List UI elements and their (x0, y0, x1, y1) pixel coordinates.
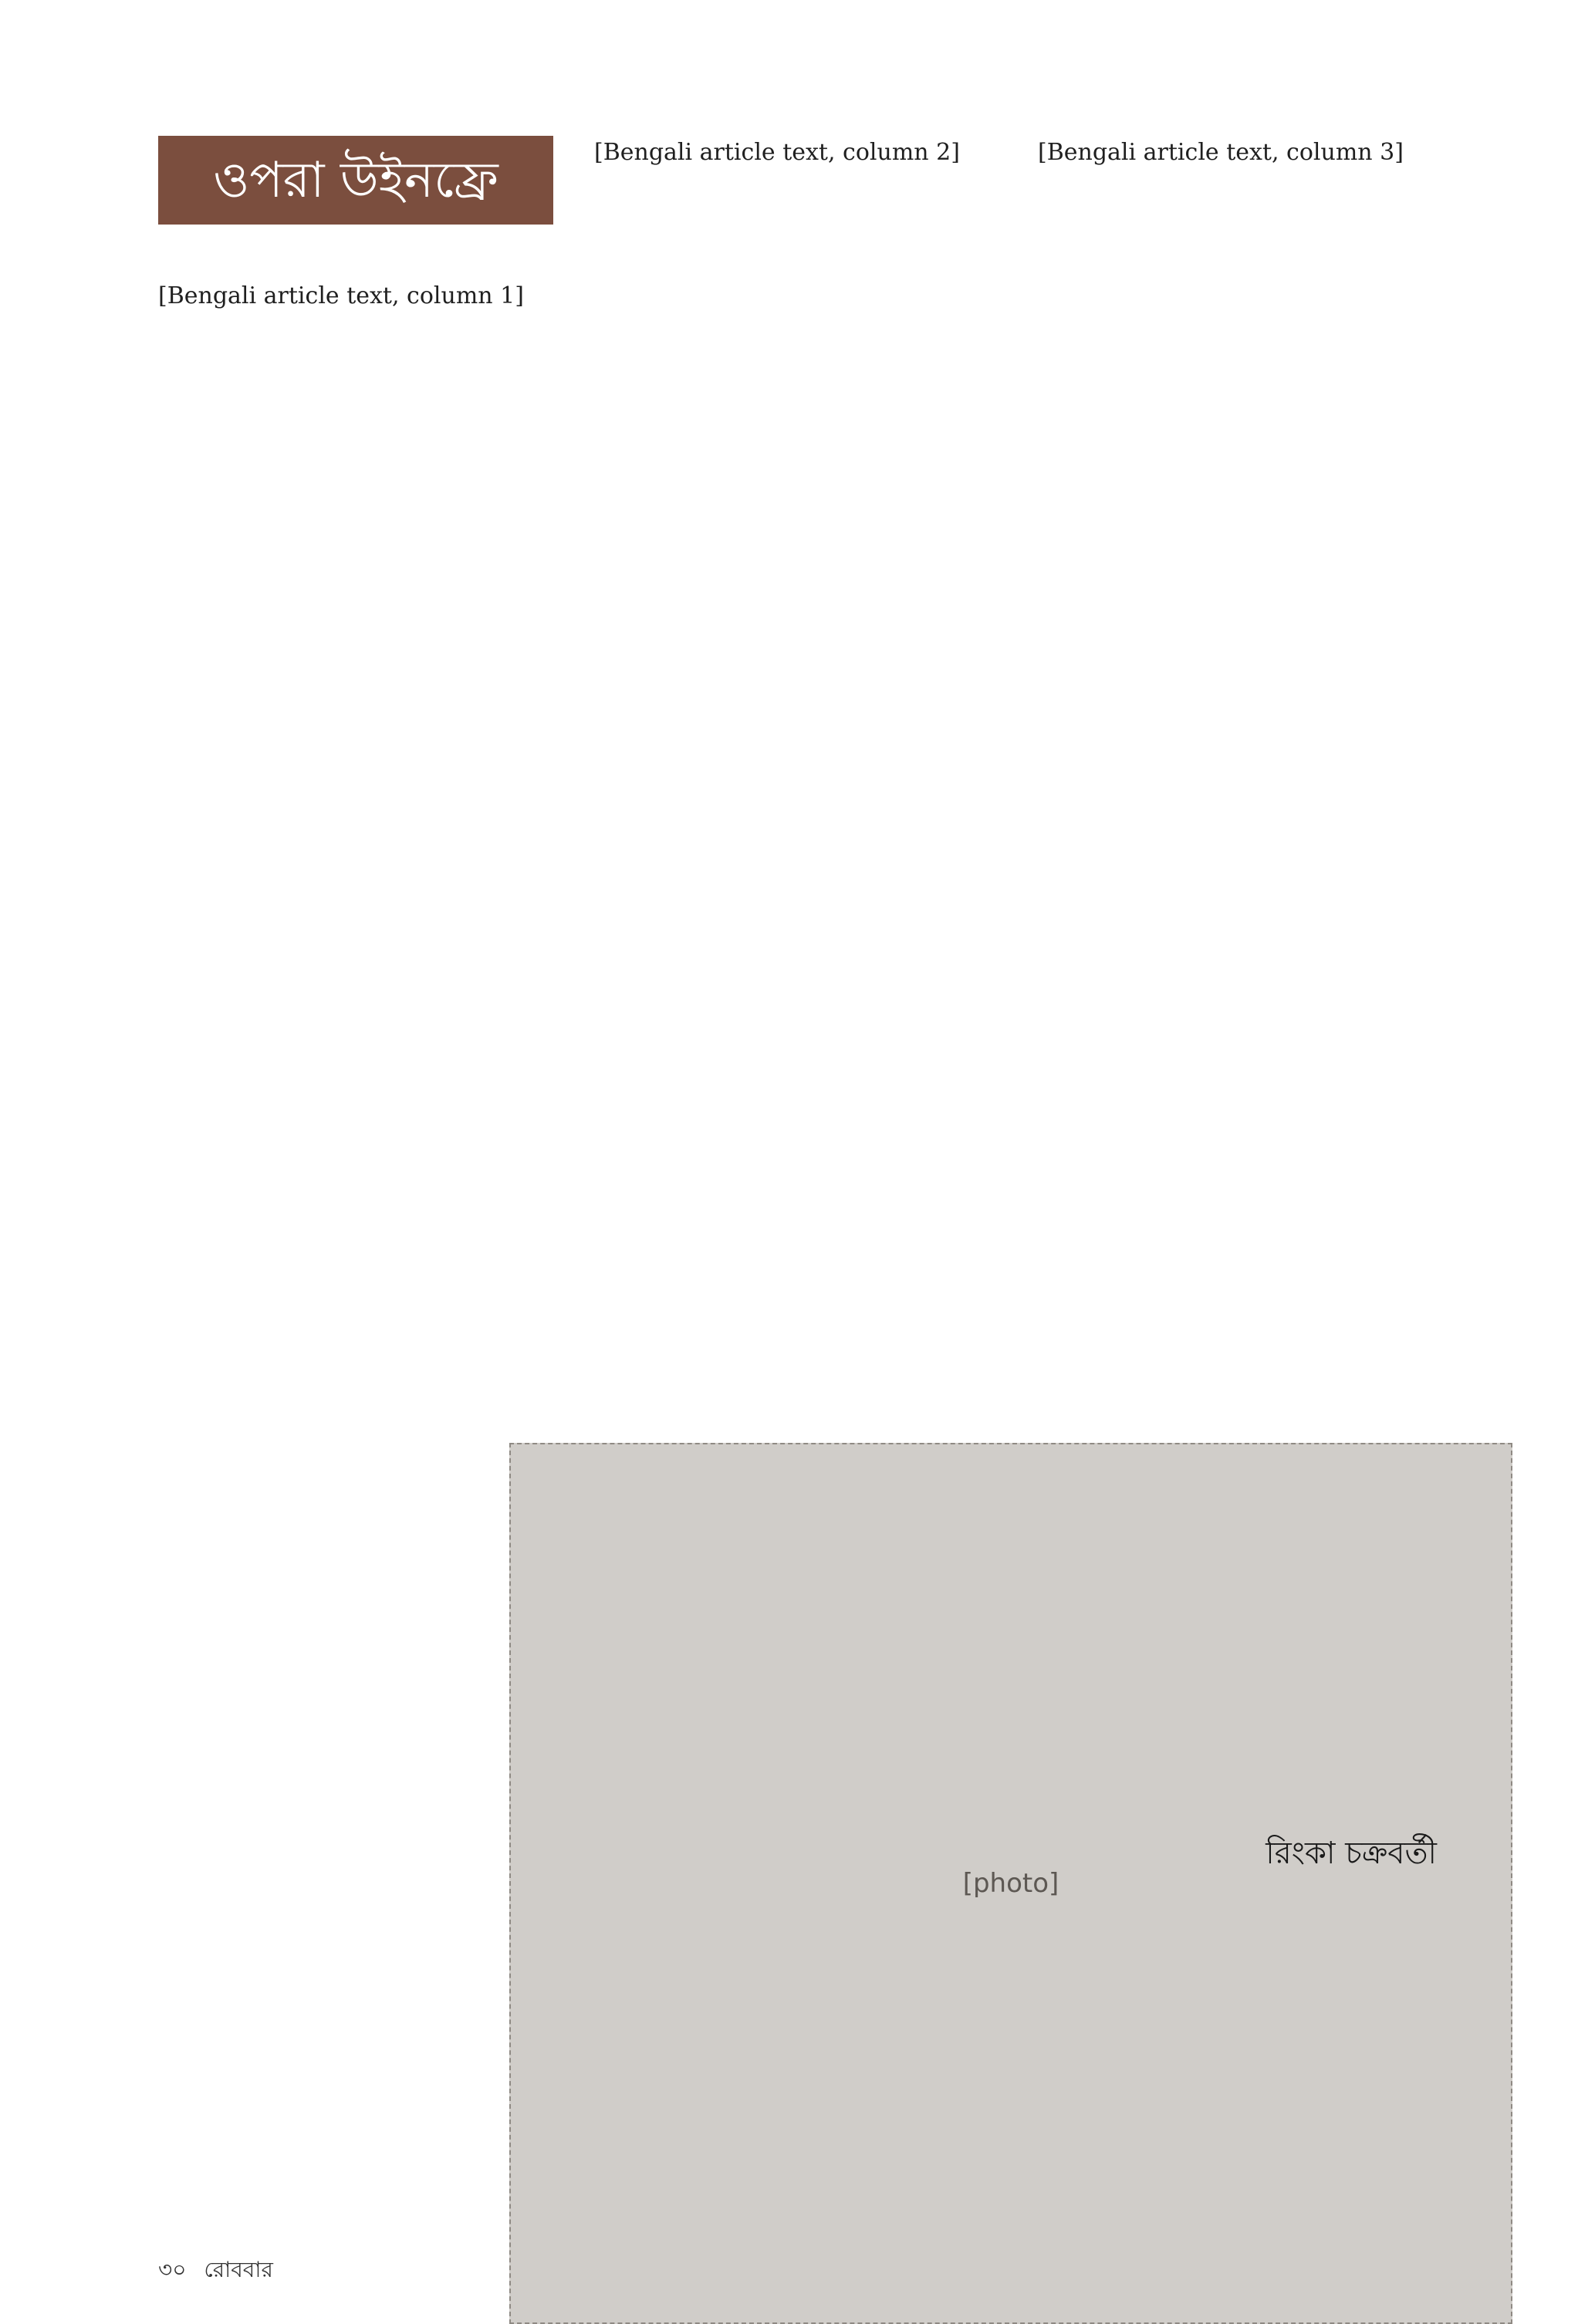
article-title: ওপরা উইনফ্রে (213, 151, 498, 209)
page-number: ৩০ (158, 2257, 187, 2282)
featured-photo (509, 1443, 1512, 2324)
article-paragraph: [Bengali article text, column 1] (158, 282, 524, 309)
article-column-1 (158, 279, 553, 2108)
publication-name: রোববার (204, 2257, 273, 2282)
article-paragraph: [Bengali article text, column 2] (594, 139, 960, 166)
article-title-banner (158, 136, 553, 225)
photo-placeholder-label: [photo] (962, 1868, 1059, 1899)
page-footer (158, 2253, 273, 2289)
article-author: রিংকা চক্রবর্তী (1266, 1836, 1437, 1871)
article-column-2 (594, 136, 989, 1540)
article-paragraph: [Bengali article text, column 3] (1038, 139, 1404, 166)
